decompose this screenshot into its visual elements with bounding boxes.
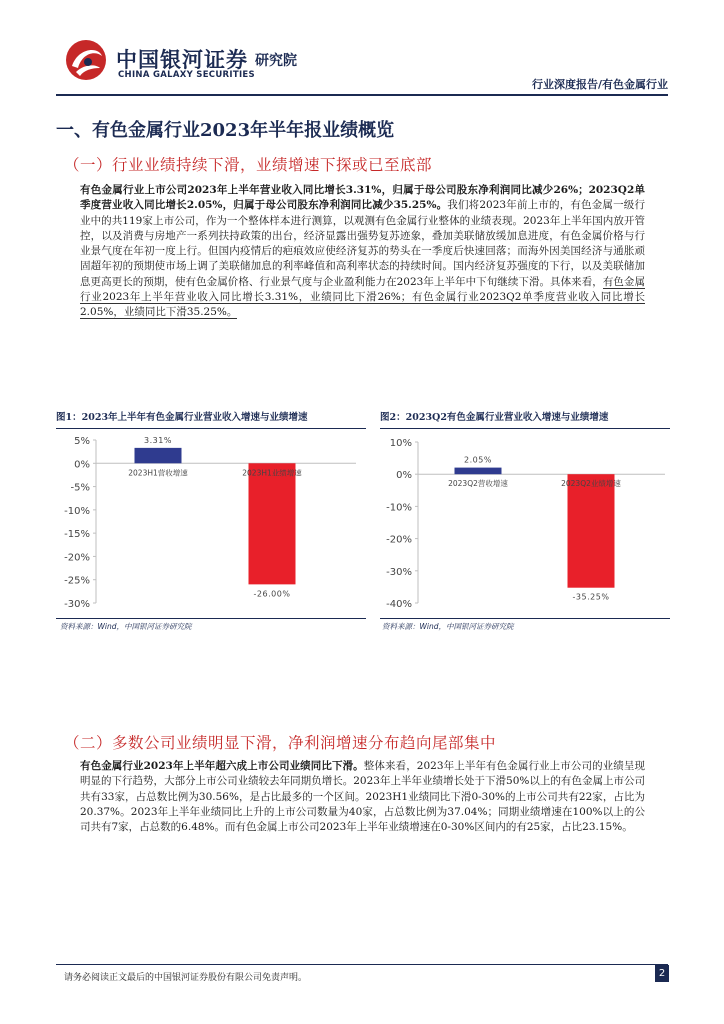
page-number: 2	[655, 965, 669, 982]
figure-1-source: 资料来源：Wind，中国银河证券研究院	[60, 622, 192, 631]
y-tick-label: 0%	[74, 459, 90, 471]
figure-1-chart	[56, 430, 368, 616]
figure-2-bottom-rule	[380, 618, 670, 619]
y-tick-label: -30%	[64, 599, 90, 610]
y-tick-label: 0%	[396, 470, 412, 482]
footer-disclaimer: 请务必阅读正文最后的中国银河证券股份有限公司免责声明。	[64, 973, 308, 983]
subsection-1-title: （一）行业业绩持续下滑，业绩增速下探或已至底部	[64, 156, 433, 174]
y-tick-label: -15%	[64, 529, 90, 541]
logo-text-en: CHINA GALAXY SECURITIES	[118, 70, 255, 80]
category-label: 2023H1营收增速	[128, 468, 188, 478]
figure-2-top-rule	[380, 428, 670, 429]
y-tick-label: -5%	[70, 482, 90, 494]
data-label: 3.31%	[144, 435, 172, 445]
subsection-2-title: （二）多数公司业绩明显下滑，净利润增速分布趋向尾部集中	[64, 734, 497, 752]
paragraph-1-body: 我们将2023年前上市的，有色金属一级行业中的共119家上市公司，作为一个整体样本进行测算，以观测有色金属行业整体的业绩表现。2023年上半年国内放开管控，以及消费与房地产一系列扶持政策的出台，经济显露出强势复苏迹象，叠加美联储放缓加息进度，有色金属价格与行业景气度在年初一度上行。但国内疫情后的疤痕效应使经济复苏的势头在一季度后快速回落；而海外因美国经济与通胀顽固超年初的预期使市场上调了美联储加息的利率峰值和高利率状态的持续时间。国内经济复苏强度的下行，以及美联储加息更高更长的预期，使有色金属价格、行业景气度与企业盈利能力在2023年上半年中下旬继续下滑。具体来看，	[80, 199, 645, 288]
bar	[568, 474, 615, 588]
y-tick-label: -25%	[64, 575, 90, 587]
paragraph-2-body: 整体来看，2023年上半年有色金属行业上市公司的业绩呈现明显的下行趋势，大部分上市公司业绩较去年同期负增长。2023年上半年业绩增长处于下滑50%以上的有色金属上市公司共有33家，占总数比例为30.56%，是占比最多的一个区间。2023H1业绩同比下滑0-30%的上市公司共有22家，占比为20.37%。2023年上半年业绩同比上升的上市公司数量为40家，占总数比例为37.04%；同期业绩增速在100%以上的公司共有7家，占总数的6.48%。而有色金属上市公司2023年上半年业绩增速在0-30%区间内的有25家，占比23.15%。	[80, 760, 645, 834]
y-tick-label: -10%	[64, 505, 90, 517]
logo-text-cn: 中国银河证券	[116, 48, 248, 72]
paragraph-1-underlined: 有色金属行业2023年上半年营业收入同比增长3.31%，业绩同比下滑26%；有色金属行业2023Q2单季度营业收入同比增长2.05%，业绩同比下滑35.25%。	[80, 275, 645, 319]
data-label: 2.05%	[464, 455, 492, 465]
paragraph-2-lead: 有色金属行业2023年上半年超六成上市公司业绩同比下滑。	[80, 760, 364, 772]
galaxy-logo-icon	[64, 38, 108, 82]
y-tick-label: 5%	[74, 436, 90, 447]
figure-2-source: 资料来源：Wind，中国银河证券研究院	[382, 622, 514, 631]
report-type-label: 行业深度报告/有色金属行业	[531, 78, 668, 91]
figure-2-caption: 图2：2023Q2有色金属行业营业收入增速与业绩增速	[380, 412, 609, 423]
y-tick-label: -20%	[64, 552, 90, 564]
category-label: 2023Q2业绩增速	[561, 479, 621, 489]
figure-2-chart	[380, 430, 670, 616]
section-title: 一、有色金属行业2023年半年报业绩概览	[56, 120, 395, 141]
bar	[249, 463, 296, 584]
category-label: 2023H1业绩增速	[242, 468, 302, 478]
header-divider	[56, 94, 668, 96]
subsection-1-paragraph	[80, 183, 645, 321]
subsection-2-paragraph	[80, 759, 645, 835]
figure-1-bottom-rule	[56, 618, 366, 619]
y-tick-label: -20%	[386, 534, 412, 546]
data-label: -35.25%	[572, 592, 610, 602]
y-tick-label: 10%	[389, 438, 412, 449]
y-tick-label: -30%	[386, 566, 412, 578]
bar	[455, 468, 502, 475]
y-tick-label: -10%	[386, 502, 412, 514]
paragraph-1-lead: 有色金属行业上市公司2023年上半年营业收入同比增长3.31%，归属于母公司股东净利润同比减少26%；2023Q2单季度营业收入同比增长2.05%，归属于母公司股东净利润同比减少35.25%。	[80, 184, 645, 212]
y-tick-label: -40%	[386, 599, 412, 610]
footer-divider	[56, 964, 668, 965]
data-label: -26.00%	[253, 589, 291, 599]
figure-1-caption: 图1：2023年上半年有色金属行业营业收入增速与业绩增速	[56, 412, 308, 423]
institute-label: 研究院	[255, 53, 297, 69]
bar	[135, 448, 182, 463]
figure-1-top-rule	[56, 428, 366, 429]
category-label: 2023Q2营收增速	[448, 479, 508, 489]
